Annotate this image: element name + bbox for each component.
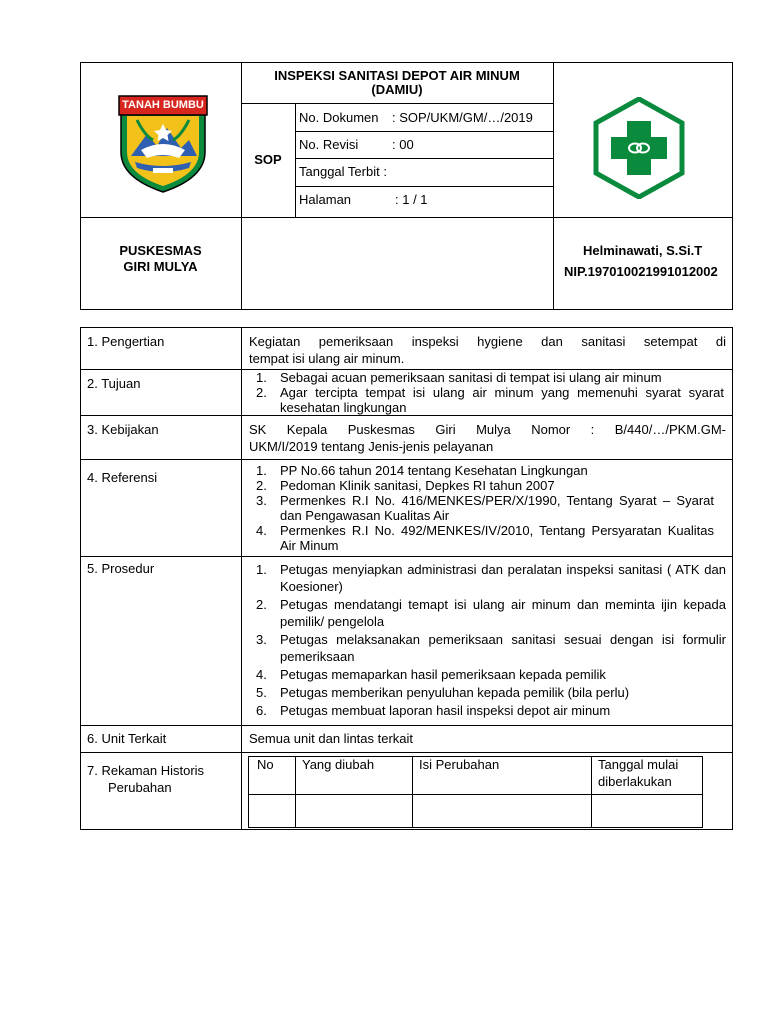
org-name-line2: GIRI MULYA: [123, 259, 198, 274]
page-value: : 1 / 1: [395, 192, 428, 207]
list-item: 3. Petugas melaksanakan pemeriksaan sanitasi sesuai dengan isi formulir pemeriksaan: [256, 632, 726, 664]
list-item: 6. Petugas membuat laporan hasil inspeksi depot air minum: [256, 703, 611, 718]
document-subtitle: (DAMIU): [371, 82, 423, 97]
history-col-isi-perubahan: Isi Perubahan: [419, 757, 500, 772]
prosedur-list: [249, 561, 726, 720]
unit-terkait-text: Semua unit dan lintas terkait: [249, 731, 414, 746]
signer-name: Helminawati, S.Si.T: [583, 243, 703, 258]
list-item: 5. Petugas memberikan penyuluhan kepada pemilik (bila perlu): [256, 685, 630, 700]
list-item: 1. Petugas menyiapkan administrasi dan peralatan inspeksi sanitasi ( ATK dan Koesioner): [256, 562, 726, 594]
list-item: 1. Sebagai acuan pemeriksaan sanitasi di tempat isi ulang air minum: [256, 370, 662, 385]
label-kebijakan: 3. Kebijakan: [87, 422, 159, 437]
label-referensi: 4. Referensi: [87, 470, 158, 485]
history-col-tanggal-line1: Tanggal mulai: [598, 757, 679, 772]
puskesmas-logo: [593, 97, 685, 199]
pengertian-text-line2: tempat isi ulang air minum.: [249, 351, 405, 366]
kebijakan-text-line2: UKM/I/2019 tentang Jenis-jenis pelayanan: [249, 439, 494, 454]
list-item: 3. Permenkes R.I No. 416/MENKES/PER/X/1990, Tentang Syarat – Syarat dan Pengawasan Kualitas Air: [256, 493, 714, 523]
issue-date-label: Tanggal Terbit :: [299, 164, 387, 179]
label-rekaman-line1: 7. Rekaman Historis: [87, 763, 205, 778]
label-unit-terkait: 6. Unit Terkait: [87, 731, 167, 746]
history-col-tanggal-line2: diberlakukan: [598, 774, 672, 789]
doc-number-value: : SOP/UKM/GM/…/2019: [392, 110, 533, 125]
history-col-yang-diubah: Yang diubah: [302, 757, 375, 772]
revision-label: No. Revisi: [299, 137, 359, 152]
history-col-no: No: [257, 757, 274, 772]
doc-number-label: No. Dokumen: [299, 110, 379, 125]
document-title: INSPEKSI SANITASI DEPOT AIR MINUM: [274, 68, 520, 83]
revision-value: : 00: [392, 137, 414, 152]
label-prosedur: 5. Prosedur: [87, 561, 155, 576]
label-tujuan: 2. Tujuan: [87, 376, 141, 391]
list-item: 2. Pedoman Klinik sanitasi, Depkes RI tahun 2007: [256, 478, 555, 493]
list-item: 2. Agar tercipta tempat isi ulang air minum yang memenuhi syarat syarat kesehatan lingkungan: [256, 385, 724, 415]
referensi-list: [249, 463, 714, 553]
signer-nip: NIP.197010021991012002: [564, 264, 718, 279]
tanah-bumbu-logo: [115, 94, 211, 194]
label-rekaman-line2: Perubahan: [108, 780, 172, 795]
sop-label: SOP: [254, 152, 282, 167]
kebijakan-text-line1: SK Kepala Puskesmas Giri Mulya Nomor : B/440/…/PKM.GM-: [249, 422, 726, 437]
list-item: 4. Petugas memaparkan hasil pemeriksaan kepada pemilik: [256, 667, 606, 682]
page-label: Halaman: [299, 192, 352, 207]
list-item: 2. Petugas mendatangi temapt isi ulang air minum dan meminta ijin kepada pemilik/ pengelola: [256, 597, 726, 629]
list-item: 4. Permenkes R.I No. 492/MENKES/IV/2010, Tentang Persyaratan Kualitas Air Minum: [256, 523, 714, 553]
org-name-line1: PUSKESMAS: [119, 243, 202, 258]
tujuan-list: [249, 370, 724, 415]
label-pengertian: 1. Pengertian: [87, 334, 165, 349]
logo-text: TANAH BUMBU: [122, 99, 204, 111]
pengertian-text-line1: Kegiatan pemeriksaan inspeksi hygiene dan sanitasi setempat di: [249, 334, 726, 349]
list-item: 1. PP No.66 tahun 2014 tentang Kesehatan Lingkungan: [256, 463, 588, 478]
